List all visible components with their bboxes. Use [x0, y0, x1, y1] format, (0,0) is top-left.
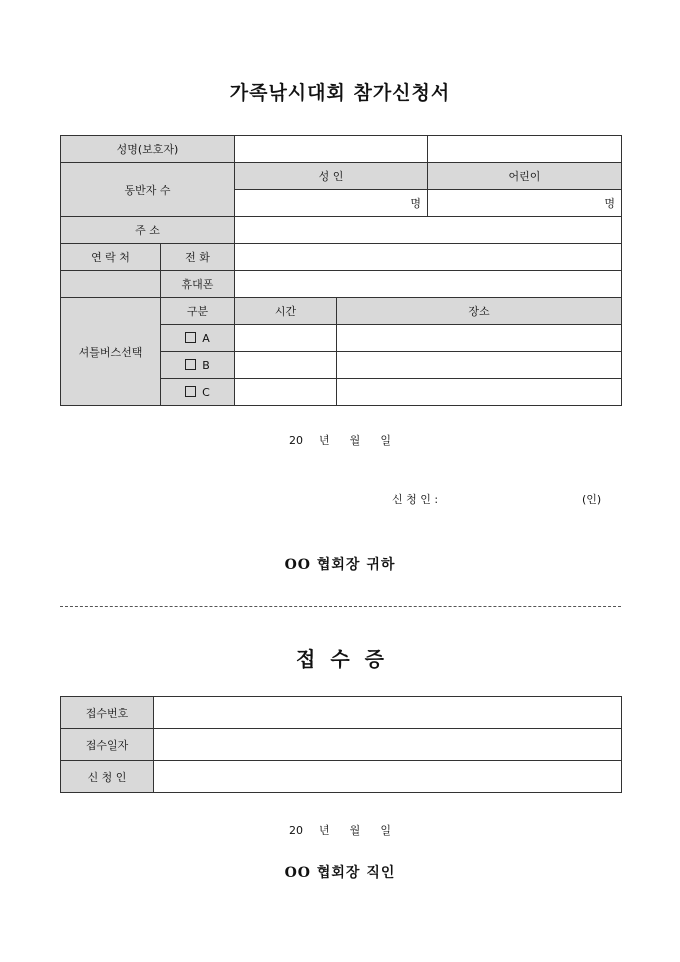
- cut-line: [60, 606, 621, 607]
- option-c-checkbox[interactable]: C: [161, 379, 235, 406]
- receipt-date-input[interactable]: [154, 729, 622, 761]
- adult-count-input[interactable]: [235, 190, 428, 217]
- adult-header: 성 인: [235, 163, 428, 190]
- address-input[interactable]: [235, 217, 622, 244]
- seal-mark: (인): [582, 493, 602, 506]
- receipt-date-label: 접수일자: [61, 729, 154, 761]
- category-header: 구분: [161, 298, 235, 325]
- option-a-time[interactable]: [235, 325, 337, 352]
- form-title: 가족낚시대회 참가신청서: [229, 82, 451, 104]
- time-header: 시간: [235, 298, 337, 325]
- name-input[interactable]: [235, 136, 428, 163]
- companions-label: 동반자 수: [61, 163, 235, 217]
- receipt-number-input[interactable]: [154, 697, 622, 729]
- option-b-time[interactable]: [235, 352, 337, 379]
- form-date: 20 년 월 일: [289, 434, 391, 447]
- phone-input[interactable]: [235, 244, 622, 271]
- contact-label: 연 락 처: [61, 244, 161, 271]
- receipt-number-label: 접수번호: [61, 697, 154, 729]
- addressee: OO 협회장 귀하: [284, 557, 396, 573]
- application-table: [60, 135, 622, 406]
- name-label: 성명(보호자): [61, 136, 235, 163]
- child-unit: 명: [604, 197, 615, 210]
- shuttle-label: 셔틀버스선택: [61, 298, 161, 406]
- adult-unit: 명: [410, 197, 421, 210]
- applicant-label: 신 청 인 :: [392, 493, 439, 506]
- receipt-applicant-label: 신 청 인: [61, 761, 154, 793]
- contact-label-blank: [61, 271, 161, 298]
- receipt-date: 20 년 월 일: [289, 824, 391, 837]
- checkbox-icon: [185, 332, 196, 343]
- option-a-place[interactable]: [337, 325, 622, 352]
- receipt-table: [60, 696, 622, 793]
- option-c-time[interactable]: [235, 379, 337, 406]
- option-c-place[interactable]: [337, 379, 622, 406]
- child-count-input[interactable]: [428, 190, 622, 217]
- receipt-title: 접 수 증: [296, 647, 384, 671]
- mobile-input[interactable]: [235, 271, 622, 298]
- checkbox-icon: [185, 386, 196, 397]
- receipt-applicant-input[interactable]: [154, 761, 622, 793]
- mobile-label: 휴대폰: [161, 271, 235, 298]
- issuer: OO 협회장 직인: [284, 865, 396, 881]
- child-header: 어린이: [428, 163, 622, 190]
- checkbox-icon: [185, 359, 196, 370]
- phone-label: 전 화: [161, 244, 235, 271]
- name-extra-input[interactable]: [428, 136, 622, 163]
- address-label: 주 소: [61, 217, 235, 244]
- option-a-checkbox[interactable]: A: [161, 325, 235, 352]
- place-header: 장소: [337, 298, 622, 325]
- option-b-place[interactable]: [337, 352, 622, 379]
- option-b-checkbox[interactable]: B: [161, 352, 235, 379]
